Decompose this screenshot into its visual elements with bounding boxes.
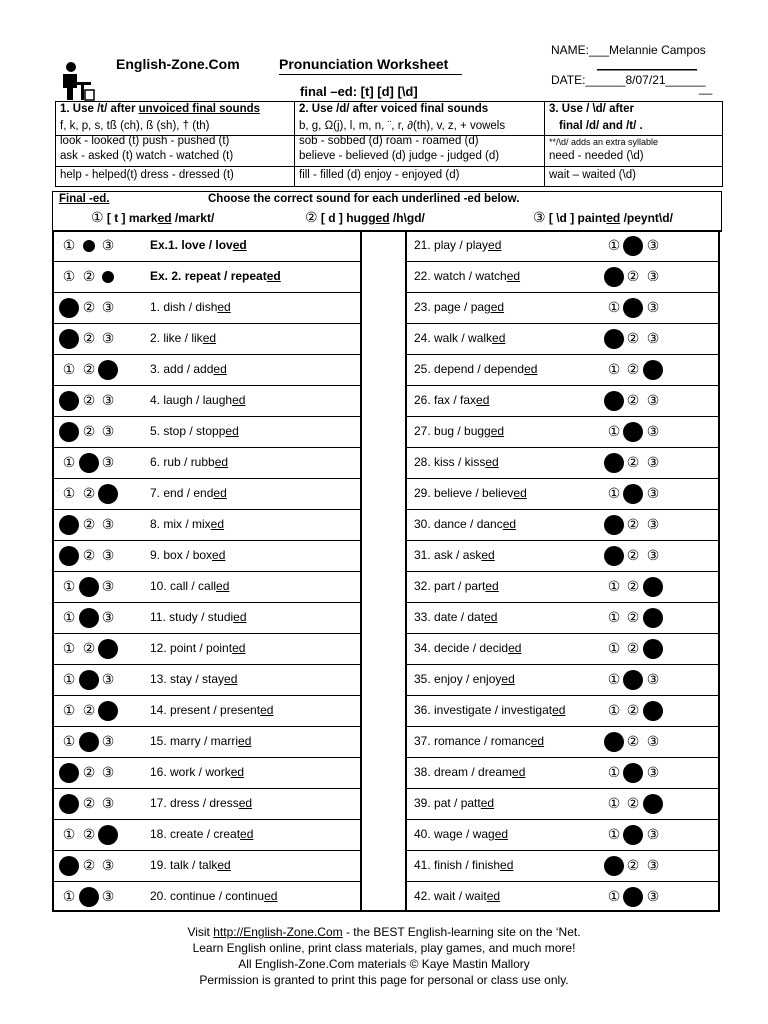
reading-figure-logo (57, 60, 97, 102)
answer-mark-filled[interactable] (623, 236, 643, 256)
answer-choice-2[interactable]: ② (82, 547, 96, 563)
item-word: 28. kiss / kissed (414, 455, 499, 469)
answer-mark-filled[interactable] (623, 825, 643, 845)
answer-mark-filled[interactable] (623, 484, 643, 504)
item-word: 26. fax / faxed (414, 393, 490, 407)
answer-choice-2[interactable]: ② (82, 764, 96, 780)
answer-choice-1[interactable]: ① (607, 671, 621, 687)
answer-choice-3[interactable]: ③ (646, 888, 660, 904)
footer-line-3: All English-Zone.Com materials © Kaye Mastin Mallory (238, 957, 530, 971)
item-row (54, 448, 360, 479)
rule-example: fill - filled (d) enjoy - enjoyed (d) (299, 169, 460, 181)
answer-choice-2[interactable]: ② (626, 857, 640, 873)
item-word: 39. pat / patted (414, 796, 495, 810)
rules-table (55, 101, 723, 187)
answer-choice-2[interactable]: ② (82, 330, 96, 346)
item-row (54, 758, 360, 789)
option-t: ① [ t ] marked /markt/ (91, 209, 215, 225)
answer-mark-filled[interactable] (79, 577, 99, 597)
answer-mark-filled[interactable] (79, 732, 99, 752)
item-word: 41. finish / finished (414, 858, 514, 872)
answer-mark-filled[interactable] (98, 360, 118, 380)
rule-column-unvoiced (56, 102, 295, 186)
item-row (407, 386, 718, 417)
rule-heading: 3. Use / \d/ after (549, 103, 635, 115)
answer-choice-3[interactable]: ③ (101, 733, 115, 749)
item-word: 40. wage / waged (414, 827, 509, 841)
item-row (54, 727, 360, 758)
item-row (54, 851, 360, 882)
worksheet-subtitle: final –ed: [t] [d] [\d] (300, 84, 418, 99)
item-row (407, 479, 718, 510)
answer-mark-filled[interactable] (59, 546, 79, 566)
item-word: 8. mix / mixed (150, 517, 225, 531)
item-word: 18. create / created (150, 827, 254, 841)
answer-choice-2[interactable]: ② (626, 392, 640, 408)
answer-choice-2[interactable]: ② (626, 795, 640, 811)
item-word: 1. dish / dished (150, 300, 231, 314)
answer-mark-filled[interactable] (59, 391, 79, 411)
answer-mark-filled[interactable] (623, 670, 643, 690)
answer-choice-2[interactable]: ② (82, 392, 96, 408)
item-row (407, 789, 718, 820)
answer-mark-filled[interactable] (623, 422, 643, 442)
item-row (407, 851, 718, 882)
rule-example: sob - sobbed (d) roam - roamed (d) (299, 135, 479, 147)
date-field[interactable] (551, 73, 713, 101)
answer-mark-filled[interactable] (643, 608, 663, 628)
rule-sounds: f, k, p, s, tß (ch), ß (sh), † (th) (60, 120, 210, 132)
item-row (407, 820, 718, 851)
item-row (54, 417, 360, 448)
item-word: 29. believe / believed (414, 486, 527, 500)
item-row (54, 882, 360, 913)
item-row (54, 355, 360, 386)
footer-line-2: Learn English online, print class materials, play games, and much more! (192, 941, 576, 955)
item-word: 24. walk / walked (414, 331, 506, 345)
answer-choice-1[interactable]: ① (62, 702, 76, 718)
answer-choice-1[interactable]: ① (607, 640, 621, 656)
item-row (54, 603, 360, 634)
final-ed-instruction: Choose the correct sound for each underlined -ed below. (208, 193, 520, 205)
item-word: 33. date / dated (414, 610, 498, 624)
answer-choice-3[interactable]: ③ (646, 826, 660, 842)
answer-choice-1[interactable]: ① (607, 361, 621, 377)
answer-mark-filled[interactable] (623, 298, 643, 318)
answer-choice-3[interactable]: ③ (101, 299, 115, 315)
answer-choice-1[interactable]: ① (62, 733, 76, 749)
answer-mark-filled[interactable] (98, 484, 118, 504)
answer-mark-filled[interactable] (604, 515, 624, 535)
answer-choice-1[interactable]: ① (607, 609, 621, 625)
rule-heading: 2. Use /d/ after voiced final sounds (299, 103, 489, 115)
item-row (407, 634, 718, 665)
item-word: 22. watch / watched (414, 269, 521, 283)
answer-mark-filled[interactable] (102, 271, 114, 283)
item-word: 32. part / parted (414, 579, 499, 593)
answer-mark-filled[interactable] (79, 887, 99, 907)
name-field[interactable] (551, 43, 706, 71)
answer-choice-3[interactable]: ③ (101, 330, 115, 346)
answer-choice-2[interactable]: ② (626, 516, 640, 532)
item-word: 23. page / paged (414, 300, 505, 314)
answer-choice-3[interactable]: ③ (101, 547, 115, 563)
option-id: ③ [ \d ] painted /peynt\d/ (533, 209, 673, 225)
item-row (407, 665, 718, 696)
item-row (54, 541, 360, 572)
answer-choice-1[interactable]: ① (62, 485, 76, 501)
rule-example: need - needed (\d) (549, 150, 644, 162)
item-row (407, 355, 718, 386)
item-word: 3. add / added (150, 362, 227, 376)
brand-name: English-Zone.Com (116, 56, 240, 72)
item-row (54, 231, 360, 262)
answer-mark-filled[interactable] (98, 701, 118, 721)
date-blank-line: ______ (665, 73, 706, 87)
item-word: 34. decide / decided (414, 641, 522, 655)
answer-choice-2[interactable]: ② (82, 516, 96, 532)
answer-choice-1[interactable]: ① (62, 888, 76, 904)
item-word: 38. dream / dreamed (414, 765, 526, 779)
final-ed-section (52, 191, 722, 232)
item-word: Ex. 2. repeat / repeated (150, 269, 281, 283)
answer-mark-filled[interactable] (623, 887, 643, 907)
rule-column-voiced (295, 102, 545, 186)
answer-mark-filled[interactable] (643, 360, 663, 380)
answer-choice-1[interactable]: ① (62, 361, 76, 377)
answer-choice-3[interactable]: ③ (101, 392, 115, 408)
item-word: 20. continue / continued (150, 889, 278, 903)
answer-mark-filled[interactable] (79, 608, 99, 628)
footer (0, 924, 768, 988)
item-row (54, 479, 360, 510)
answer-choice-1[interactable]: ① (607, 795, 621, 811)
name-value: Melannie Campos (609, 43, 706, 57)
rule-note: **/\d/ adds an extra syllable (549, 137, 659, 147)
answer-choice-3[interactable]: ③ (646, 547, 660, 563)
item-row (407, 448, 718, 479)
site-link[interactable]: http://English-Zone.Com (213, 925, 343, 939)
footer-line-4: Permission is granted to print this page for personal or class use only. (199, 973, 569, 987)
rule-heading-2: final /d/ and /t/ . (559, 120, 643, 132)
answer-choice-3[interactable]: ③ (646, 330, 660, 346)
worksheet-title: Pronunciation Worksheet (279, 56, 449, 72)
item-row (54, 696, 360, 727)
answer-mark-filled[interactable] (59, 763, 79, 783)
answer-choice-2[interactable]: ② (626, 578, 640, 594)
answer-choice-3[interactable]: ③ (101, 578, 115, 594)
answer-choice-3[interactable]: ③ (646, 733, 660, 749)
answer-choice-1[interactable]: ① (62, 671, 76, 687)
answer-choice-1[interactable]: ① (62, 237, 76, 253)
answer-choice-1[interactable]: ① (62, 268, 76, 284)
answer-choice-2[interactable]: ② (626, 547, 640, 563)
answer-choice-3[interactable]: ③ (646, 485, 660, 501)
item-row (54, 324, 360, 355)
answer-choice-1[interactable]: ① (62, 454, 76, 470)
answer-mark-filled[interactable] (643, 639, 663, 659)
answer-choice-2[interactable]: ② (626, 640, 640, 656)
answer-choice-2[interactable]: ② (82, 857, 96, 873)
footer-line-1: Visit http://English-Zone.Com - the BEST English-learning site on the ‘Net. (187, 925, 581, 939)
item-word: 10. call / called (150, 579, 230, 593)
rule-example: believe - believed (d) judge - judged (d) (299, 150, 500, 162)
answer-choice-2[interactable]: ② (626, 454, 640, 470)
answer-choice-1[interactable]: ① (62, 826, 76, 842)
answer-choice-2[interactable]: ② (626, 733, 640, 749)
answer-choice-3[interactable]: ③ (101, 795, 115, 811)
answer-mark-filled[interactable] (604, 856, 624, 876)
item-row (407, 510, 718, 541)
answer-mark-filled[interactable] (59, 856, 79, 876)
answer-mark-filled[interactable] (643, 577, 663, 597)
item-row (407, 324, 718, 355)
item-word: 11. study / studied (150, 610, 247, 624)
answer-choice-2[interactable]: ② (82, 702, 96, 718)
answer-mark-filled[interactable] (643, 794, 663, 814)
answer-mark-filled[interactable] (604, 391, 624, 411)
answer-choice-1[interactable]: ① (607, 888, 621, 904)
item-word: 27. bug / bugged (414, 424, 505, 438)
answer-mark-filled[interactable] (98, 639, 118, 659)
answer-grid-left (52, 231, 362, 912)
answer-mark-filled[interactable] (604, 453, 624, 473)
option-d: ② [ d ] hugged /h\gd/ (305, 209, 425, 225)
answer-choice-3[interactable]: ③ (101, 609, 115, 625)
rule-example: look - looked (t) push - pushed (t) (60, 135, 230, 147)
answer-choice-1[interactable]: ① (607, 826, 621, 842)
item-row (54, 510, 360, 541)
answer-mark-filled[interactable] (59, 329, 79, 349)
item-row (54, 572, 360, 603)
item-word: 6. rub / rubbed (150, 455, 229, 469)
answer-choice-3[interactable]: ③ (646, 268, 660, 284)
answer-mark-filled[interactable] (604, 267, 624, 287)
item-row (407, 262, 718, 293)
name-label: NAME:___ (551, 43, 610, 57)
answer-choice-2[interactable]: ② (82, 423, 96, 439)
answer-choice-1[interactable]: ① (607, 578, 621, 594)
rule-example: wait – waited (\d) (549, 169, 636, 181)
item-word: 25. depend / depended (414, 362, 538, 376)
answer-mark-filled[interactable] (59, 298, 79, 318)
answer-choice-1[interactable]: ① (62, 640, 76, 656)
answer-choice-2[interactable]: ② (82, 640, 96, 656)
answer-mark-filled[interactable] (79, 453, 99, 473)
item-word: 7. end / ended (150, 486, 227, 500)
item-row (407, 727, 718, 758)
answer-choice-3[interactable]: ③ (101, 764, 115, 780)
answer-choice-3[interactable]: ③ (101, 671, 115, 687)
item-word: 9. box / boxed (150, 548, 226, 562)
rule-sounds: b, g, Ω(j), l, m, n, ¨, r, ∂(th), v, z, + vowels (299, 120, 506, 132)
item-word: 42. wait / waited (414, 889, 501, 903)
name-blank-line: _______________ (597, 57, 698, 71)
item-row (54, 262, 360, 293)
answer-choice-2[interactable]: ② (82, 268, 96, 284)
final-ed-label: Final -ed. (59, 193, 110, 205)
answer-choice-1[interactable]: ① (607, 485, 621, 501)
item-word: 2. like / liked (150, 331, 217, 345)
answer-mark-filled[interactable] (604, 329, 624, 349)
answer-choice-1[interactable]: ① (607, 702, 621, 718)
item-word: 19. talk / talked (150, 858, 231, 872)
answer-choice-3[interactable]: ③ (646, 454, 660, 470)
item-word: 4. laugh / laughed (150, 393, 246, 407)
rule-example: help - helped(t) dress - dressed (t) (60, 169, 234, 181)
date-blank-line-2: __ (699, 81, 713, 95)
item-row (407, 696, 718, 727)
item-row (407, 417, 718, 448)
date-label: DATE:______ (551, 73, 626, 87)
answer-mark-filled[interactable] (98, 825, 118, 845)
item-row (407, 572, 718, 603)
item-row (407, 541, 718, 572)
item-row (54, 665, 360, 696)
item-row (407, 758, 718, 789)
grid-gutter (362, 231, 405, 912)
answer-choice-3[interactable]: ③ (646, 857, 660, 873)
answer-choice-2[interactable]: ② (626, 268, 640, 284)
answer-choice-2[interactable]: ② (82, 826, 96, 842)
item-word: 12. point / pointed (150, 641, 246, 655)
title-underline (279, 74, 462, 75)
answer-choice-3[interactable]: ③ (101, 888, 115, 904)
answer-mark-filled[interactable] (604, 546, 624, 566)
item-word: 17. dress / dressed (150, 796, 253, 810)
answer-choice-3[interactable]: ③ (101, 423, 115, 439)
answer-choice-3[interactable]: ③ (646, 299, 660, 315)
item-word: 16. work / worked (150, 765, 245, 779)
answer-choice-1[interactable]: ① (62, 609, 76, 625)
answer-mark-filled[interactable] (79, 670, 99, 690)
item-word: 37. romance / romanced (414, 734, 545, 748)
answer-mark-filled[interactable] (83, 240, 95, 252)
answer-choice-2[interactable]: ② (626, 330, 640, 346)
item-row (54, 820, 360, 851)
item-word: 21. play / played (414, 238, 502, 252)
answer-mark-filled[interactable] (604, 732, 624, 752)
answer-choice-3[interactable]: ③ (646, 671, 660, 687)
answer-choice-3[interactable]: ③ (101, 857, 115, 873)
answer-choice-2[interactable]: ② (82, 299, 96, 315)
item-word: 35. enjoy / enjoyed (414, 672, 515, 686)
item-row (54, 789, 360, 820)
answer-choice-3[interactable]: ③ (646, 764, 660, 780)
item-word: 5. stop / stopped (150, 424, 239, 438)
item-row (54, 293, 360, 324)
answer-grid-right (405, 231, 720, 912)
rule-column-extra-syllable (545, 102, 722, 186)
answer-mark-filled[interactable] (643, 701, 663, 721)
item-word: 30. dance / danced (414, 517, 517, 531)
item-word: Ex.1. love / loved (150, 238, 247, 252)
answer-choice-1[interactable]: ① (62, 578, 76, 594)
item-row (407, 882, 718, 913)
item-word: 15. marry / married (150, 734, 252, 748)
answer-mark-filled[interactable] (623, 763, 643, 783)
answer-choice-3[interactable]: ③ (101, 237, 115, 253)
answer-choice-2[interactable]: ② (626, 702, 640, 718)
answer-choice-3[interactable]: ③ (646, 392, 660, 408)
answer-choice-1[interactable]: ① (607, 237, 621, 253)
item-row (407, 603, 718, 634)
item-row (54, 634, 360, 665)
answer-mark-filled[interactable] (59, 422, 79, 442)
answer-choice-2[interactable]: ② (82, 485, 96, 501)
answer-choice-1[interactable]: ① (607, 764, 621, 780)
item-word: 31. ask / asked (414, 548, 495, 562)
answer-mark-filled[interactable] (59, 515, 79, 535)
item-row (407, 231, 718, 262)
answer-choice-3[interactable]: ③ (646, 516, 660, 532)
answer-choice-1[interactable]: ① (607, 423, 621, 439)
item-word: 36. investigate / investigated (414, 703, 566, 717)
date-value: 8/07/21 (625, 73, 666, 87)
answer-choice-3[interactable]: ③ (646, 423, 660, 439)
answer-choice-2[interactable]: ② (626, 361, 640, 377)
answer-choice-3[interactable]: ③ (101, 454, 115, 470)
item-row (54, 386, 360, 417)
answer-mark-filled[interactable] (59, 794, 79, 814)
answer-choice-2[interactable]: ② (626, 609, 640, 625)
answer-choice-2[interactable]: ② (82, 361, 96, 377)
rule-heading: 1. Use /t/ after unvoiced final sounds (60, 103, 261, 115)
item-word: 14. present / presented (150, 703, 274, 717)
rule-example: ask - asked (t) watch - watched (t) (60, 150, 234, 162)
answer-choice-3[interactable]: ③ (646, 237, 660, 253)
answer-choice-3[interactable]: ③ (101, 516, 115, 532)
answer-choice-2[interactable]: ② (82, 795, 96, 811)
item-row (407, 293, 718, 324)
answer-choice-1[interactable]: ① (607, 299, 621, 315)
item-word: 13. stay / stayed (150, 672, 238, 686)
